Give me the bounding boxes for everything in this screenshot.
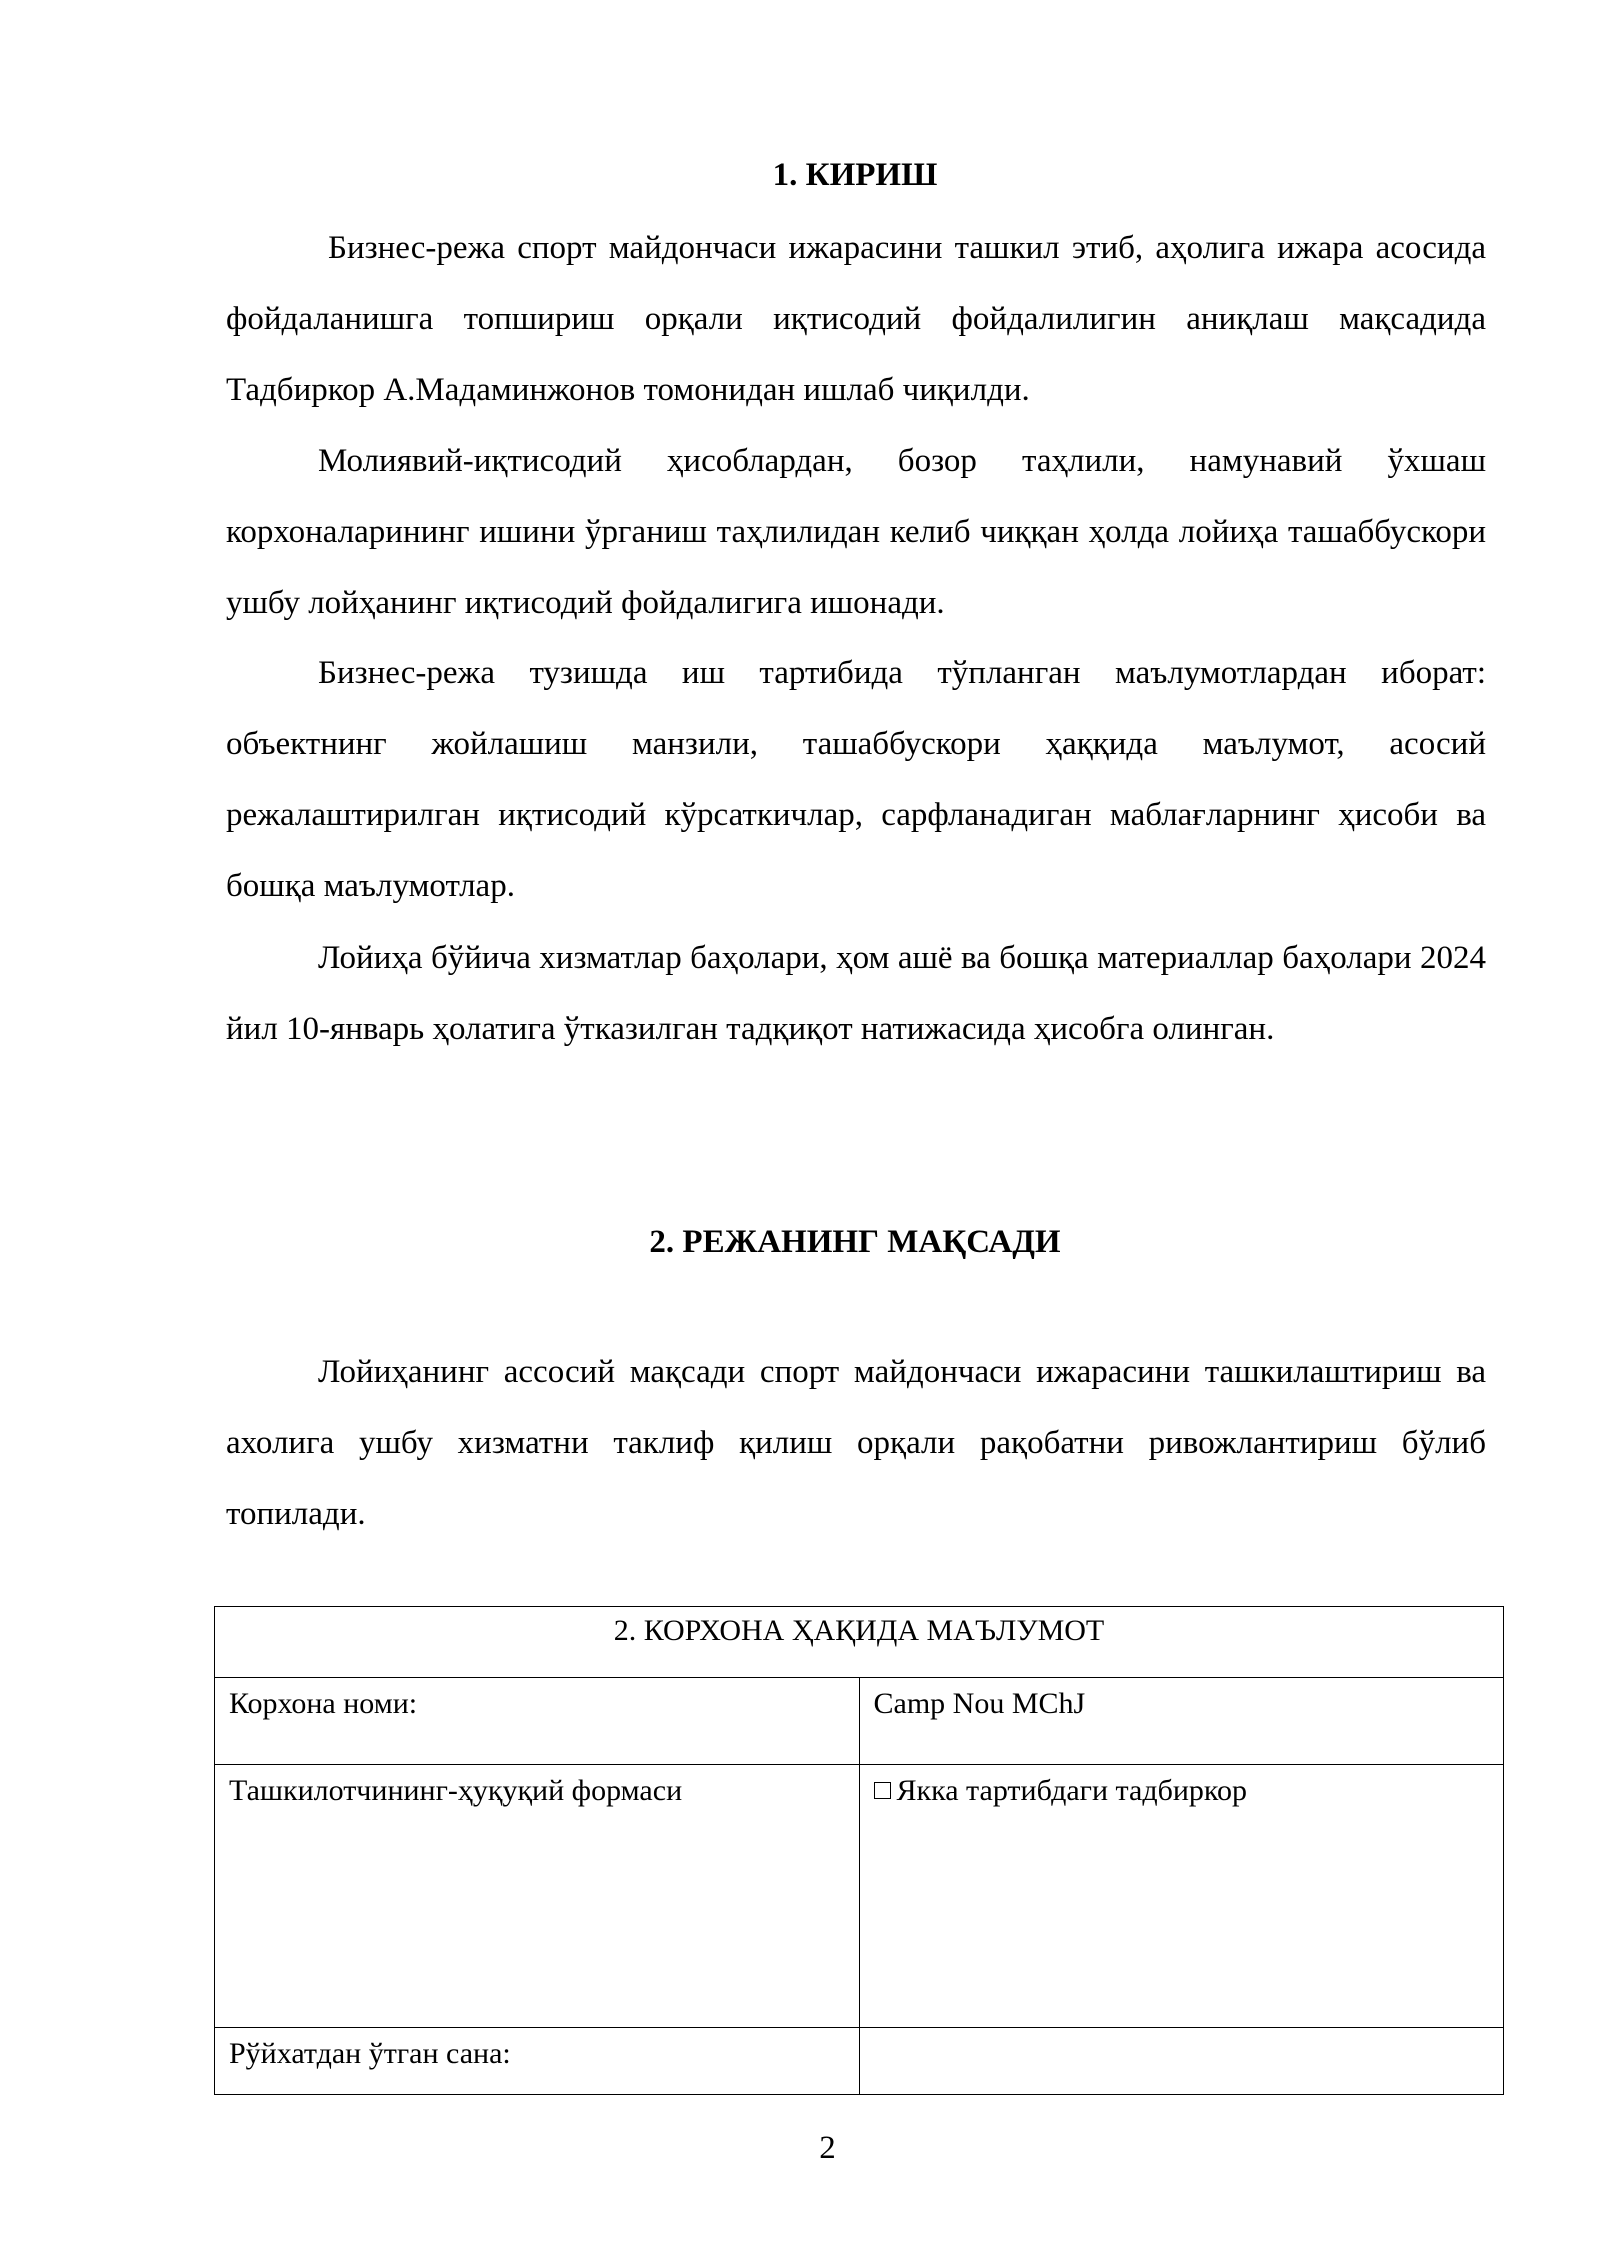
table-row [215, 2028, 1504, 2095]
page-number: 2 [819, 2130, 836, 2166]
company-name-label: Корхона номи: [215, 1678, 860, 1765]
intro-paragraph-1: Бизнес-режа спорт майдончаси ижарасини ташкил этиб, аҳолига ижара асосида фойдаланишга топшириш орқали иқтисодий фойдалилигин аниқлаш мақсадида Тадбиркор А.Мадаминжонов томонидан ишлаб чиқилди. [226, 230, 1486, 408]
table-row [215, 1765, 1504, 2028]
registration-date-value [859, 2028, 1504, 2095]
intro-paragraph-2: Молиявий-иқтисодий ҳисоблардан, бозор таҳлили, намунавий ўхшаш корхоналарининг ишини ўрганиш таҳлилидан келиб чиққан ҳолда лойиҳа ташаббускори ушбу лойҳанинг иқтисодий фойдалигига ишонади. [226, 443, 1486, 621]
checkbox-icon[interactable] [874, 1782, 891, 1799]
goal-paragraph: Лойиҳанинг ассосий мақсади спорт майдончаси ижарасини ташкилаштириш ва ахолига ушбу хизматни таклиф қилиш орқали рақобатни ривожлантириш бўлиб топилади. [226, 1354, 1486, 1532]
legal-form-cell [859, 1765, 1504, 2028]
table-title: 2. КОРХОНА ҲАҚИДА МАЪЛУМОТ [215, 1607, 1504, 1678]
section-1-heading: 1. КИРИШ [772, 157, 938, 193]
table-row [215, 1678, 1504, 1765]
section-2-heading: 2. РЕЖАНИНГ МАҚСАДИ [649, 1224, 1061, 1260]
company-info-table [214, 1606, 1504, 2095]
legal-form-label: Ташкилотчининг-ҳуқуқий формаси [215, 1765, 860, 2028]
intro-paragraph-3: Бизнес-режа тузишда иш тартибида тўпланган маълумотлардан иборат: объектнинг жойлашиш манзили, ташаббускори ҳаққида маълумот, асосий режалаштирилган иқтисодий кўрсаткичлар, сарфланадиган маблағларнинг ҳисоби ва бошқа маълумотлар. [226, 655, 1486, 904]
registration-date-label: Рўйхатдан ўтган сана: [215, 2028, 860, 2095]
intro-paragraph-4: Лойиҳа бўйича хизматлар баҳолари, ҳом ашё ва бошқа материаллар баҳолари 2024 йил 10-январь ҳолатига ўтказилган тадқиқот натижасида ҳисобга олинган. [226, 940, 1486, 1047]
company-name-value: Camp Nou MChJ [859, 1678, 1504, 1765]
legal-form-value: Якка тартибдаги тадбиркор [896, 1774, 1247, 1807]
